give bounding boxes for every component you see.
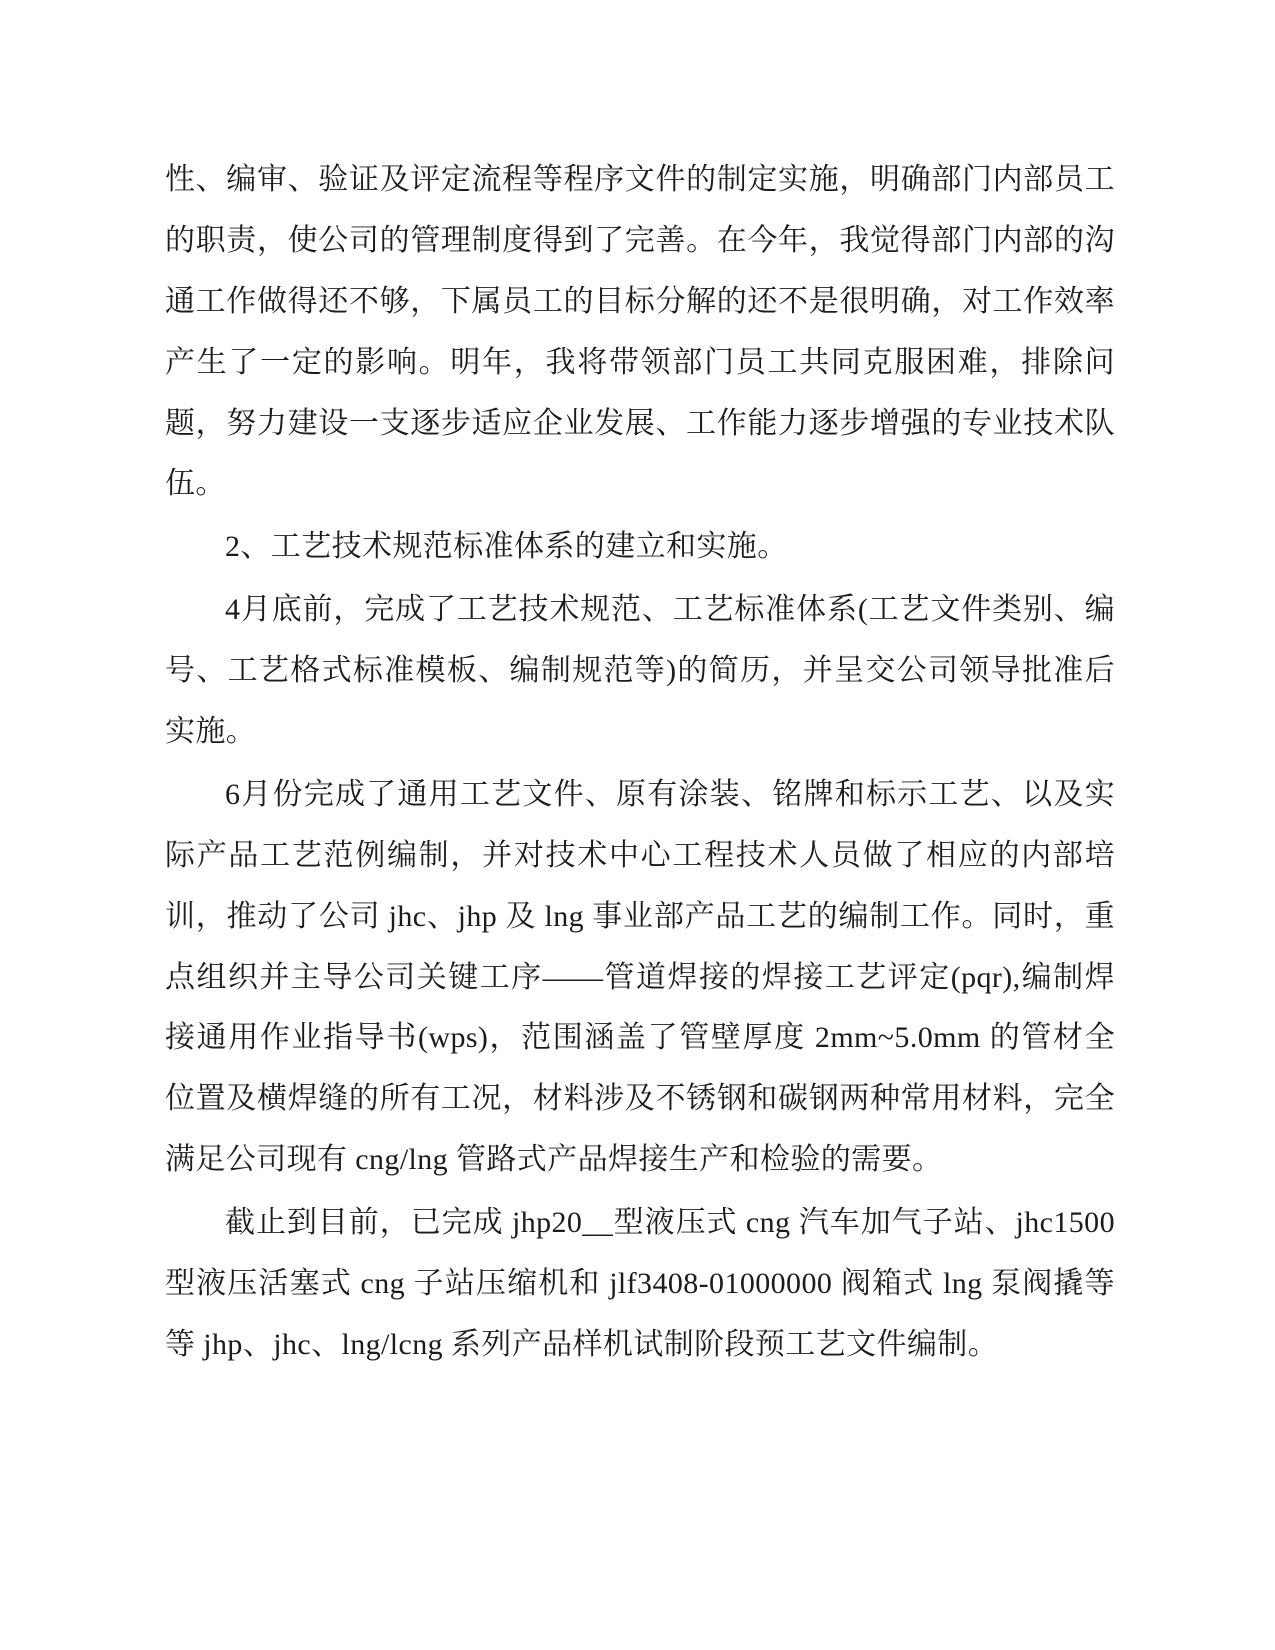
paragraph-1: 性、编审、验证及评定流程等程序文件的制定实施，明确部门内部员工的职责，使公司的管理制度得到了完善。在今年，我觉得部门内部的沟通工作做得还不够，下属员工的目标分解的还不是很明确，对工作效率产生了一定的影响。明年，我将带领部门员工共同克服困难，排除问题，努力建设一支逐步适应企业发展、工作能力逐步增强的专业技术队伍。: [165, 163, 1115, 501]
paragraph-5: 截止到目前，已完成 jhp20__型液压式 cng 汽车加气子站、jhc1500 型液压活塞式 cng 子站压缩机和 jlf3408-01000000 阀箱式 lng 泵阀撬等等 jhp、jhc、lng/lcng 系列产品样机试制阶段预工艺文件编制。: [165, 1206, 1123, 1361]
paragraph-3: 4月底前，完成了工艺技术规范、工艺标准体系(工艺文件类别、编号、工艺格式标准模板、编制规范等)的简历，并呈交公司领导批准后实施。: [165, 593, 1115, 749]
document-body: [165, 150, 1123, 1376]
paragraph-2: 2、工艺技术规范标准体系的建立和实施。: [225, 530, 788, 564]
paragraph-4: 6月份完成了通用工艺文件、原有涂装、铭牌和标示工艺、以及实际产品工艺范例编制，并对技术中心工程技术人员做了相应的内部培训，推动了公司 jhc、jhp 及 lng 事业部产品工艺的编制工作。同时，重点组织并主导公司关键工序——管道焊接的焊接工艺评定(pqr),编制焊接通用作业指导书(wps)，范围涵盖了管壁厚度 2mm~5.0mm 的管材全位置及横焊缝的所有工况，材料涉及不锈钢和碳钢两种常用材料，完全满足公司现有 cng/lng 管路式产品焊接生产和检验的需要。: [165, 777, 1115, 1177]
